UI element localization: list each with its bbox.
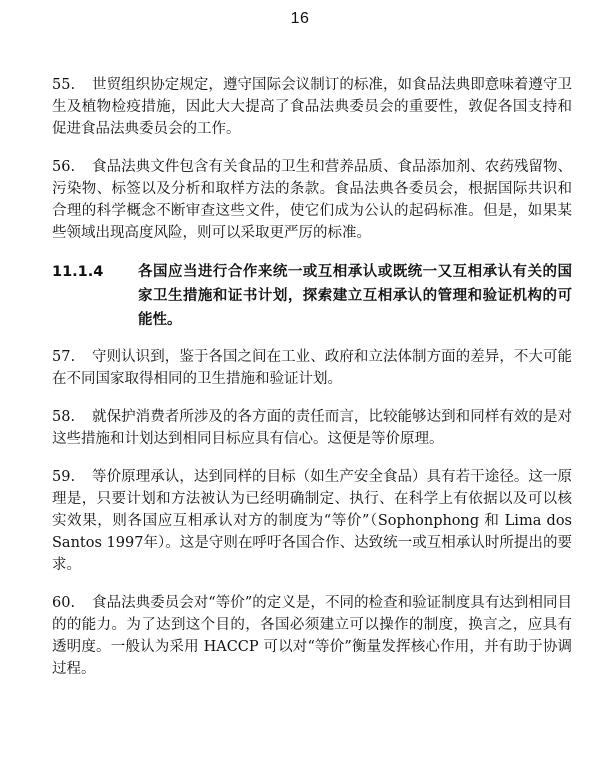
page-number: 16 <box>290 10 310 27</box>
paragraph-59 <box>52 466 572 576</box>
paragraph-57 <box>52 346 572 390</box>
section-heading <box>52 260 572 332</box>
paragraph-text: 世贸组织协定规定，遵守国际会议制订的标准，如食品法典即意味着遵守卫生及植物检疫措施，因此大大提高了食品法典委员会的重要性，敦促各国支持和促进食品法典委员会的工作。 <box>52 77 572 137</box>
paragraph-text: 守则认识到，鉴于各国之间在工业、政府和立法体制方面的差异，不大可能在不同国家取得相同的卫生措施和验证计划。 <box>52 349 572 387</box>
paragraph-text: 食品法典委员会对“等价”的定义是，不同的检查和验证制度具有达到相同目的的能力。为了达到这个目的，各国必须建立可以操作的制度，换言之，应具有透明度。一般认为采用 HACCP 可以对“等价”衡量发挥核心作用，并有助于协调过程。 <box>52 595 572 677</box>
paragraph-60 <box>52 592 572 680</box>
paragraph-number: 55. <box>52 77 76 93</box>
section-title: 各国应当进行合作来统一或互相承认或既统一又互相承认有关的国家卫生措施和证书计划，探索建立互相承认的管理和验证机构的可能性。 <box>138 264 572 328</box>
paragraph-number: 56. <box>52 159 76 175</box>
paragraph-text: 就保护消费者所涉及的各方面的责任而言，比较能够达到和同样有效的是对这些措施和计划达到相同目标应具有信心。这便是等价原理。 <box>52 409 572 447</box>
paragraph-56 <box>52 156 572 244</box>
paragraph-number: 58. <box>52 409 76 425</box>
section-number: 11.1.4 <box>52 264 104 280</box>
paragraph-58 <box>52 406 572 450</box>
paragraph-number: 60. <box>52 595 76 611</box>
paragraph-number: 59. <box>52 469 76 485</box>
paragraph-number: 57. <box>52 349 76 365</box>
paragraph-text: 等价原理承认，达到同样的目标（如生产安全食品）具有若干途径。这一原理是，只要计划和方法被认为已经明确制定、执行、在科学上有依据以及可以核实效果，则各国应互相承认对方的制度为“等价”（Sophonphong 和 Lima dos Santos 1997年）。这是守则在呼吁各国合作、达致统一或互相承认时所提出的要求。 <box>52 469 572 573</box>
paragraph-text: 食品法典文件包含有关食品的卫生和营养品质、食品添加剂、农药残留物、污染物、标签以及分析和取样方法的条款。食品法典各委员会，根据国际共识和合理的科学概念不断审查这些文件，使它们成为公认的起码标准。但是，如果某些领域出现高度风险，则可以采取更严厉的标准。 <box>52 159 572 241</box>
document-body <box>52 74 572 696</box>
paragraph-55 <box>52 74 572 140</box>
